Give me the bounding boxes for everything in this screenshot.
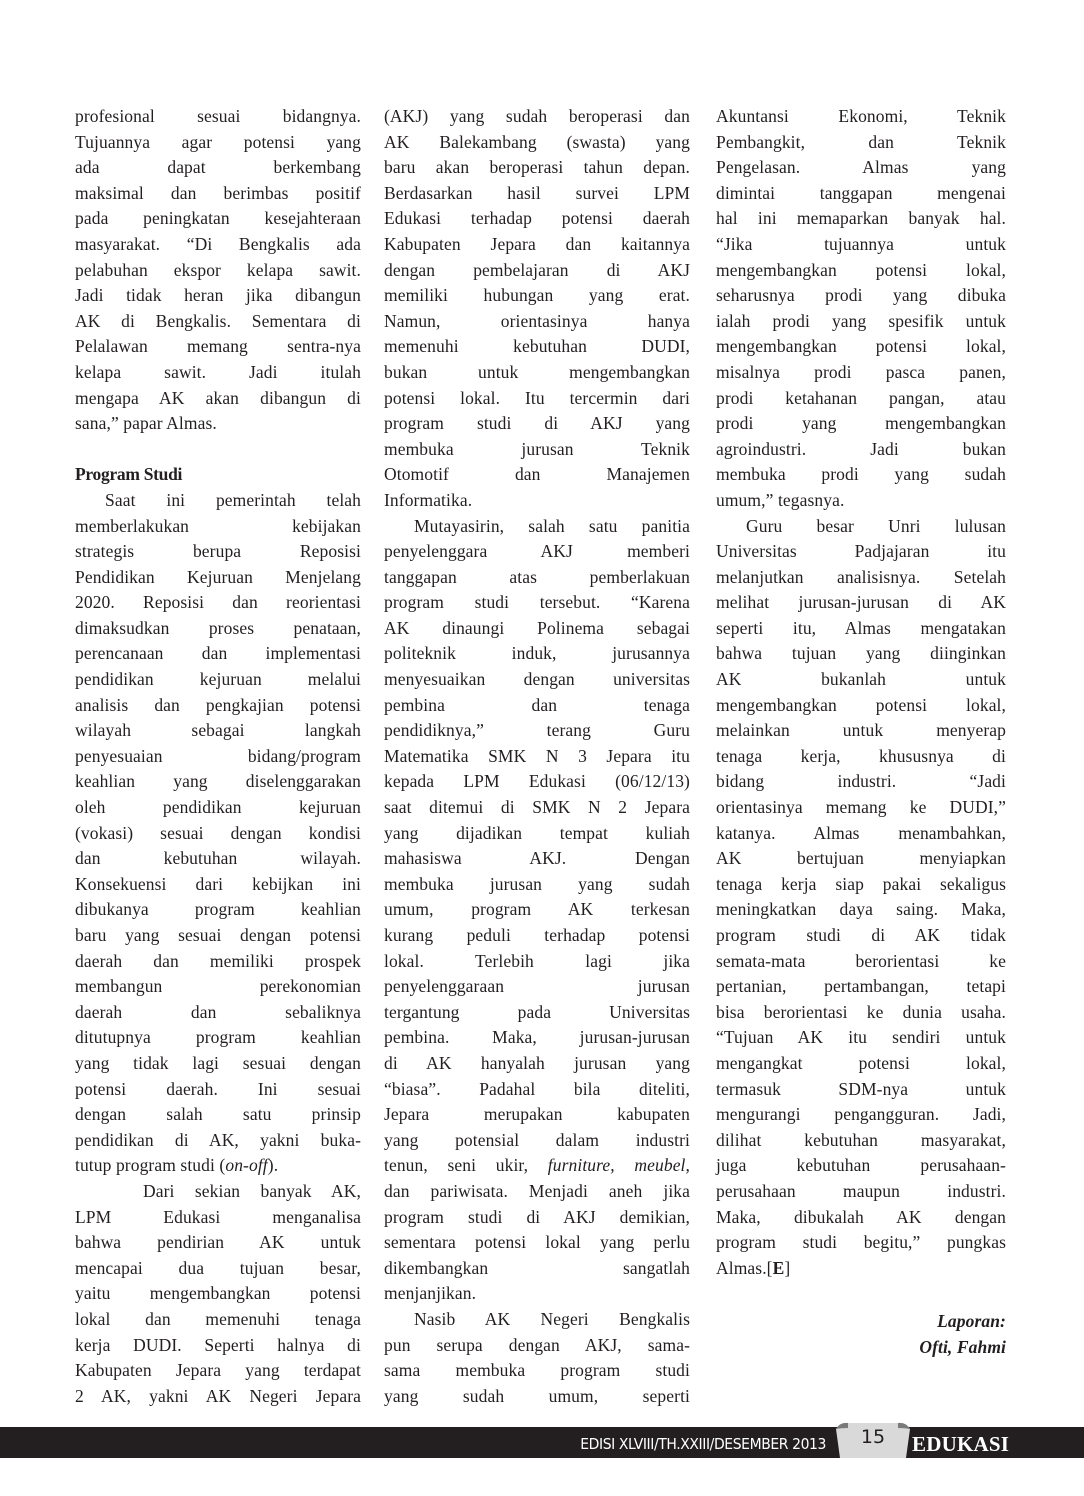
text-line: dimaksudkan proses penataan, bbox=[75, 617, 361, 638]
text-line: melainkan untuk menyerap bbox=[716, 720, 1006, 741]
text-line: penyelenggara AKJ memberi bbox=[384, 541, 690, 562]
text-line: Tujuannya agar potensi yang bbox=[75, 131, 361, 152]
text-line: AK bertujuan menyiapkan bbox=[716, 848, 1006, 869]
text-line: LPM Edukasi menganalisa bbox=[75, 1206, 361, 1227]
text-line: Pengelasan. Almas yang bbox=[716, 157, 1006, 178]
text-line: umum,” tegasnya. bbox=[716, 489, 845, 510]
text-line: Edukasi terhadap potensi daerah bbox=[384, 208, 690, 229]
text-line: Pendidikan Kejuruan Menjelang bbox=[75, 566, 361, 587]
text-line: bisa berorientasi ke dunia usaha. bbox=[716, 1001, 1006, 1022]
text-line: ialah prodi yang spesifik untuk bbox=[716, 310, 1006, 331]
text-line: yang potensial dalam industri bbox=[384, 1129, 690, 1150]
text-line: potensi lokal. Itu tercermin dari bbox=[384, 387, 690, 408]
text-line: termasuk SDM-nya untuk bbox=[716, 1078, 1006, 1099]
text-line: Pembangkit, dan Teknik bbox=[716, 131, 1006, 152]
text-line: tutup program studi (on-off). bbox=[75, 1155, 279, 1176]
text-line: prodi yang mengembangkan bbox=[716, 413, 1006, 434]
text-line: kurang peduli terhadap potensi bbox=[384, 925, 690, 945]
text-line: potensi daerah. Ini sesuai bbox=[75, 1078, 361, 1099]
text-line: lokal dan memenuhi tenaga bbox=[75, 1308, 361, 1329]
text-line: pelabuhan ekspor kelapa sawit. bbox=[75, 259, 361, 280]
text-line: Maka, dibukalah AK dengan bbox=[716, 1206, 1006, 1227]
text-line: memiliki hubungan yang erat. bbox=[384, 285, 690, 306]
byline-label: Laporan: bbox=[937, 1311, 1006, 1331]
text-line: ditutupnya program keahlian bbox=[75, 1027, 361, 1048]
text-line: 2 AK, yakni AK Negeri Jepara bbox=[75, 1385, 361, 1406]
text-line: Saat ini pemerintah telah bbox=[105, 489, 361, 510]
text-line: membuka prodi yang sudah bbox=[716, 464, 1006, 485]
text-line: Kabupaten Jepara dan kaitannya bbox=[384, 233, 690, 254]
text-line: strategis berupa Reposisi bbox=[75, 541, 361, 562]
text-line: dibukanya program keahlian bbox=[75, 899, 361, 920]
footer-brand: EDUKASI bbox=[912, 1432, 1010, 1456]
text-line: orientasinya memang ke DUDI,” bbox=[716, 797, 1006, 818]
text-line: Mutayasirin, salah satu panitia bbox=[414, 515, 690, 536]
text-line: seharusnya prodi yang dibuka bbox=[716, 285, 1006, 306]
text-line: maksimal dan berimbas positif bbox=[75, 182, 361, 203]
text-line: kepada LPM Edukasi (06/12/13) bbox=[384, 771, 690, 792]
text-line: kerja DUDI. Seperti halnya di bbox=[75, 1334, 361, 1355]
text-line: (vokasi) sesuai dengan kondisi bbox=[75, 822, 361, 843]
text-line: dilihat kebutuhan masyarakat, bbox=[716, 1129, 1006, 1150]
text-line: yang dijadikan tempat kuliah bbox=[384, 822, 690, 843]
text-line: program studi di AKJ demikian, bbox=[384, 1206, 690, 1227]
text-line: Universitas Padjajaran itu bbox=[716, 541, 1006, 562]
text-line: Jepara merupakan kabupaten bbox=[384, 1104, 690, 1125]
text-line: sama membuka program studi bbox=[384, 1360, 690, 1381]
text-line: pendidikan di AK, yakni buka- bbox=[75, 1129, 361, 1150]
text-line: memenuhi kebutuhan DUDI, bbox=[384, 336, 690, 357]
text-line: membuka jurusan yang sudah bbox=[384, 873, 690, 894]
text-line: penyesuaian bidang/program bbox=[75, 745, 361, 766]
text-line: Nasib AK Negeri Bengkalis bbox=[414, 1308, 690, 1329]
text-line: membangun perekonomian bbox=[75, 976, 361, 997]
text-line: dimintai tanggapan mengenai bbox=[716, 182, 1006, 203]
text-line: mencapai dua tujuan besar, bbox=[75, 1257, 361, 1278]
text-line: Almas.[E] bbox=[716, 1257, 791, 1278]
text-line bbox=[75, 437, 361, 463]
text-line: Kabupaten Jepara yang terdapat bbox=[75, 1360, 361, 1381]
text-line: keahlian yang diselenggarakan bbox=[75, 771, 361, 792]
text-line: oleh pendidikan kejuruan bbox=[75, 797, 361, 818]
text-line: Pelalawan memang sentra-nya bbox=[75, 336, 361, 357]
text-line: pada peningkatan kesejahteraan bbox=[75, 208, 361, 229]
text-line: pertanian, pertambangan, tetapi bbox=[716, 976, 1006, 997]
text-line: politeknik induk, jurusannya bbox=[384, 643, 690, 664]
text-line: bidang industri. “Jadi bbox=[716, 771, 1006, 792]
footer-issue-label: EDISI XLVIII/TH.XXIII/DESEMBER 2013 bbox=[580, 1435, 826, 1453]
text-line: lokal. Terlebih lagi jika bbox=[384, 950, 690, 971]
text-line: memberlakukan kebijakan bbox=[75, 515, 361, 536]
text-line: saat ditemui di SMK N 2 Jepara bbox=[384, 797, 690, 818]
text-line: perusahaan maupun industri. bbox=[716, 1180, 1006, 1201]
text-line: hal ini memaparkan banyak hal. bbox=[716, 208, 1006, 229]
end-mark: E bbox=[772, 1257, 785, 1278]
text-line: seperti itu, Almas mengatakan bbox=[716, 617, 1006, 638]
text-line: misalnya prodi pasca panen, bbox=[716, 361, 1006, 382]
text-line: Dari sekian banyak AK, bbox=[143, 1180, 361, 1201]
text-line: “Tujuan AK itu sendiri untuk bbox=[716, 1027, 1006, 1048]
text-line: bahwa pendirian AK untuk bbox=[75, 1232, 361, 1253]
text-line: analisis dan pengkajian potensi bbox=[75, 694, 361, 715]
byline bbox=[716, 1309, 1006, 1360]
text-line: melihat jurusan-jurusan di AK bbox=[716, 592, 1006, 613]
article-column-left bbox=[75, 104, 361, 1409]
text-line: “biasa”. Padahal bila diteliti, bbox=[384, 1078, 690, 1099]
text-line: AK di Bengkalis. Sementara di bbox=[75, 310, 361, 331]
text-line: AK Balekambang (swasta) yang bbox=[384, 131, 690, 152]
text-line: pendidiknya,” terang Guru bbox=[384, 720, 690, 741]
text-line: daerah dan memiliki prospek bbox=[75, 950, 361, 971]
text-line: Guru besar Unri lulusan bbox=[746, 515, 1006, 536]
text-line: mengembangkan potensi lokal, bbox=[716, 694, 1006, 715]
text-line: program studi tersebut. “Karena bbox=[384, 592, 690, 613]
text-line: AK dinaungi Polinema sebagai bbox=[384, 617, 690, 638]
text-line: kelapa sawit. Jadi itulah bbox=[75, 361, 361, 382]
text-line: Namun, orientasinya hanya bbox=[384, 310, 690, 331]
text-line: dengan pembelajaran di AKJ bbox=[384, 259, 690, 280]
page-number: 15 bbox=[860, 1426, 886, 1448]
article-column-middle bbox=[384, 104, 690, 1409]
text-line: semata-mata berorientasi ke bbox=[716, 950, 1006, 971]
text-line: program studi di AK tidak bbox=[716, 925, 1006, 945]
text-line: perencanaan dan implementasi bbox=[75, 643, 361, 664]
text-line: Informatika. bbox=[384, 489, 473, 510]
text-line: sementara potensi lokal yang perlu bbox=[384, 1232, 690, 1253]
text-line: baru yang sesuai dengan potensi bbox=[75, 925, 361, 945]
text-line: tenaga kerja siap pakai sekaligus bbox=[716, 873, 1006, 894]
text-line: dan kebutuhan wilayah. bbox=[75, 848, 361, 869]
text-line: melanjutkan analisisnya. Setelah bbox=[716, 566, 1006, 587]
text-line: agroindustri. Jadi bukan bbox=[716, 438, 1006, 459]
text-line: Otomotif dan Manajemen bbox=[384, 464, 690, 485]
text-line: wilayah sebagai langkah bbox=[75, 720, 361, 741]
text-line: tenun, seni ukir, furniture, meubel, bbox=[384, 1155, 691, 1176]
text-line: (AKJ) yang sudah beroperasi dan bbox=[384, 106, 690, 126]
text-line: meningkatkan daya saing. Maka, bbox=[716, 899, 1006, 920]
text-line: sana,” papar Almas. bbox=[75, 413, 217, 434]
article-column-right bbox=[716, 104, 1006, 1333]
text-line: yang sudah umum, seperti bbox=[384, 1385, 690, 1406]
text-line: penyelenggaraan jurusan bbox=[384, 976, 690, 997]
text-line: masyarakat. “Di Bengkalis ada bbox=[75, 233, 361, 254]
text-line: program studi begitu,” pungkas bbox=[716, 1232, 1006, 1253]
byline-authors: Ofti, Fahmi bbox=[919, 1336, 1006, 1357]
text-line: Konsekuensi dari kebijkan ini bbox=[75, 873, 361, 894]
section-heading: Program Studi bbox=[75, 464, 183, 485]
text-line: AK bukanlah untuk bbox=[716, 669, 1006, 690]
text-line: bahwa tujuan yang diinginkan bbox=[716, 643, 1006, 664]
text-line: pendidikan kejuruan melalui bbox=[75, 669, 361, 690]
text-line: yang tidak lagi sesuai dengan bbox=[75, 1052, 361, 1073]
text-line: tanggapan atas pemberlakuan bbox=[384, 566, 690, 587]
text-line: “Jika tujuannya untuk bbox=[716, 233, 1006, 254]
text-line: yaitu mengembangkan potensi bbox=[75, 1283, 361, 1304]
italic-term: furniture, meubel bbox=[547, 1155, 686, 1176]
text-line: Jadi tidak heran jika dibangun bbox=[75, 285, 361, 306]
text-line: Matematika SMK N 3 Jepara itu bbox=[384, 745, 690, 766]
text-line: dengan salah satu prinsip bbox=[75, 1104, 361, 1125]
text-line: ada dapat berkembang bbox=[75, 157, 361, 178]
text-line: pun serupa dengan AKJ, sama- bbox=[384, 1334, 690, 1355]
text-line: juga kebutuhan perusahaan- bbox=[716, 1155, 1006, 1176]
text-line: mengembangkan potensi lokal, bbox=[716, 336, 1006, 357]
text-line: tenaga kerja, khususnya di bbox=[716, 745, 1006, 766]
text-line: bukan untuk mengembangkan bbox=[384, 361, 690, 382]
text-line: katanya. Almas menambahkan, bbox=[716, 822, 1006, 843]
text-line: dan pariwisata. Menjadi aneh jika bbox=[384, 1180, 690, 1201]
text-line: pembina. Maka, jurusan-jurusan bbox=[384, 1027, 690, 1048]
text-line: program studi di AKJ yang bbox=[384, 413, 690, 434]
text-line: umum, program AK terkesan bbox=[384, 899, 690, 920]
text-line: Berdasarkan hasil survei LPM bbox=[384, 182, 690, 203]
text-line: daerah dan sebaliknya bbox=[75, 1001, 361, 1022]
text-line: membuka jurusan Teknik bbox=[384, 438, 690, 459]
text-line: pembina dan tenaga bbox=[384, 694, 690, 715]
text-line: profesional sesuai bidangnya. bbox=[75, 106, 361, 126]
text-line: Akuntansi Ekonomi, Teknik bbox=[716, 106, 1006, 126]
text-line: mengapa AK akan dibangun di bbox=[75, 387, 361, 408]
text-line: tergantung pada Universitas bbox=[384, 1001, 690, 1022]
text-line: prodi ketahanan pangan, atau bbox=[716, 387, 1006, 408]
text-line: menjanjikan. bbox=[384, 1283, 477, 1304]
text-line: mahasiswa AKJ. Dengan bbox=[384, 848, 690, 869]
text-line: dikembangkan sangatlah bbox=[384, 1257, 690, 1278]
text-line bbox=[716, 1281, 1006, 1307]
text-line: mengurangi pengangguran. Jadi, bbox=[716, 1104, 1006, 1125]
text-line: baru akan beroperasi tahun depan. bbox=[384, 157, 690, 178]
text-line: mengangkat potensi lokal, bbox=[716, 1052, 1006, 1073]
text-line: 2020. Reposisi dan reorientasi bbox=[75, 592, 361, 613]
text-line: di AK hanyalah jurusan yang bbox=[384, 1052, 690, 1073]
text-line: mengembangkan potensi lokal, bbox=[716, 259, 1006, 280]
italic-term: on-off bbox=[225, 1155, 268, 1176]
text-line: menyesuaikan dengan universitas bbox=[384, 669, 690, 690]
